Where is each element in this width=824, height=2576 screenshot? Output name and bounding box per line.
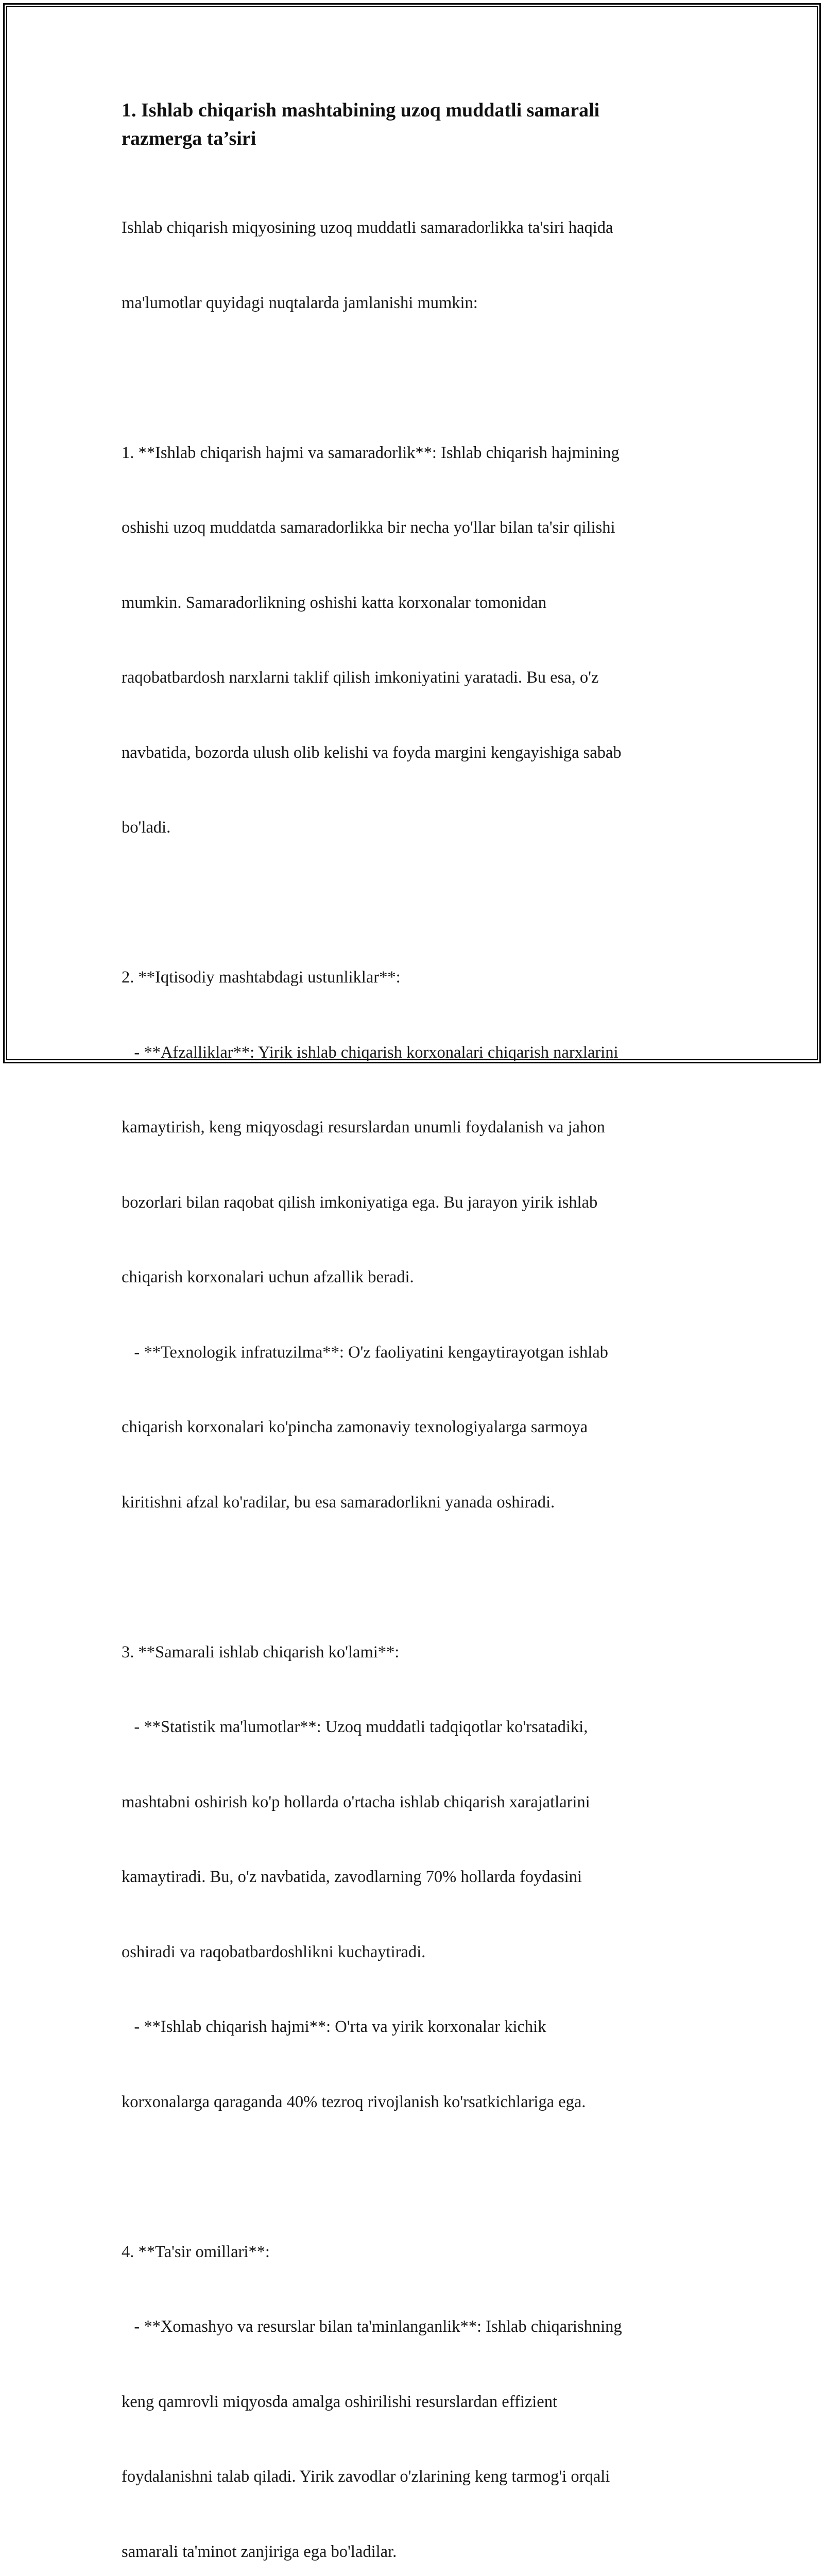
text-line: - **Afzalliklar**: Yirik ishlab chiqarish korxonalari chiqarish narxlarini — [122, 1040, 698, 1065]
paragraph-gap — [122, 1565, 698, 1590]
text-line: korxonalarga qaraganda 40% tezroq rivojlanish ko'rsatkichlariga ega. — [122, 2090, 698, 2115]
title-line: razmerga ta’siri — [122, 125, 698, 153]
text-line: - **Ishlab chiqarish hajmi**: O'rta va yirik korxonalar kichik — [122, 2014, 698, 2040]
text-line: - **Texnologik infratuzilma**: O'z faoliyatini kengaytirayotgan ishlab — [122, 1340, 698, 1365]
text-line: samarali ta'minot zanjiriga ega bo'ladilar. — [122, 2539, 698, 2565]
section-2-paragraph — [122, 915, 698, 1565]
text-line: oshishi uzoq muddatda samaradorlikka bir necha yo'llar bilan ta'sir qilishi — [122, 515, 698, 540]
text-line: 1. **Ishlab chiqarish hajmi va samaradorlik**: Ishlab chiqarish hajmining — [122, 440, 698, 466]
section-1-paragraph — [122, 391, 698, 890]
text-line: ma'lumotlar quyidagi nuqtalarda jamlanishi mumkin: — [122, 291, 698, 316]
paragraph-gap — [122, 2164, 698, 2190]
section-4-paragraph — [122, 2190, 698, 2576]
text-line: bo'ladi. — [122, 815, 698, 840]
text-line: raqobatbardosh narxlarni taklif qilish imkoniyatini yaratadi. Bu esa, o'z — [122, 665, 698, 690]
title-line: 1. Ishlab chiqarish mashtabining uzoq muddatli samarali — [122, 96, 698, 125]
text-line: chiqarish korxonalari ko'pincha zamonaviy texnologiyalarga sarmoya — [122, 1415, 698, 1440]
paragraph-gap — [122, 890, 698, 916]
text-line: navbatida, bozorda ulush olib kelishi va foyda margini kengayishiga sabab — [122, 740, 698, 766]
text-line: 2. **Iqtisodiy mashtabdagi ustunliklar**: — [122, 965, 698, 990]
text-line: - **Statistik ma'lumotlar**: Uzoq muddatli tadqiqotlar ko'rsatadiki, — [122, 1715, 698, 1740]
text-line: keng qamrovli miqyosda amalga oshirilishi resurslardan effizient — [122, 2389, 698, 2415]
text-line: kiritishni afzal ko'radilar, bu esa samaradorlikni yanada oshiradi. — [122, 1490, 698, 1515]
document-body — [122, 96, 698, 2576]
intro-paragraph — [122, 165, 698, 365]
text-line: - **Xomashyo va resurslar bilan ta'minlanganlik**: Ishlab chiqarishning — [122, 2314, 698, 2340]
text-line: oshiradi va raqobatbardoshlikni kuchaytiradi. — [122, 1940, 698, 1965]
text-line: 3. **Samarali ishlab chiqarish ko'lami**: — [122, 1640, 698, 1665]
paragraph-gap — [122, 365, 698, 391]
text-line: chiqarish korxonalari uchun afzallik beradi. — [122, 1265, 698, 1290]
text-line: mumkin. Samaradorlikning oshishi katta korxonalar tomonidan — [122, 590, 698, 616]
text-line: kamaytiradi. Bu, o'z navbatida, zavodlarning 70% hollarda foydasini — [122, 1865, 698, 1890]
text-line: kamaytirish, keng miqyosdagi resurslardan unumli foydalanish va jahon — [122, 1115, 698, 1140]
document-title — [122, 96, 698, 153]
text-line: Ishlab chiqarish miqyosining uzoq muddatli samaradorlikka ta'siri haqida — [122, 215, 698, 241]
text-line: bozorlari bilan raqobat qilish imkoniyatiga ega. Bu jarayon yirik ishlab — [122, 1190, 698, 1215]
text-line: 4. **Ta'sir omillari**: — [122, 2240, 698, 2265]
text-line: foydalanishni talab qiladi. Yirik zavodlar o'zlarining keng tarmog'i orqali — [122, 2464, 698, 2489]
section-3-paragraph — [122, 1590, 698, 2165]
text-line: mashtabni oshirish ko'p hollarda o'rtacha ishlab chiqarish xarajatlarini — [122, 1790, 698, 1815]
